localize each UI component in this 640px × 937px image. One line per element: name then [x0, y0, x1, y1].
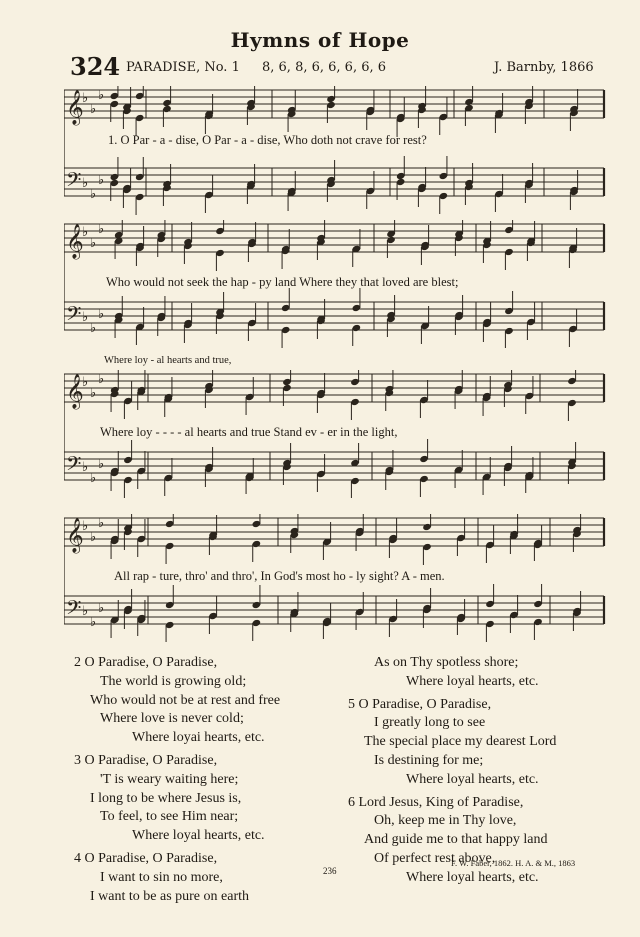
verse-line: Where loyal hearts, etc.: [406, 673, 539, 689]
verses-left: [74, 654, 280, 906]
flat-icon: ♭: [82, 604, 89, 619]
bass-clef-icon: 𝄢: [66, 452, 82, 480]
verse-5: [348, 696, 556, 790]
bass-clef-icon: 𝄢: [66, 168, 82, 196]
verse-line: Is destining for me;: [374, 752, 484, 768]
bass-clef-icon: 𝄢: [66, 596, 82, 624]
flat-icon: ♭: [98, 222, 105, 237]
attribution: F. W. Faber, 1862. H. A. & M., 1863: [451, 858, 576, 868]
flat-icon: ♭: [82, 310, 89, 325]
hymn-number: 324: [70, 52, 121, 81]
flat-icon: ♭: [98, 601, 105, 616]
flat-icon: ♭: [82, 91, 89, 106]
verse-line: I greatly long to see: [374, 715, 486, 731]
verse-4-cont: [348, 654, 556, 692]
meter: 8, 6, 8, 6, 6, 6, 6, 6: [262, 60, 387, 75]
lyric-subline: Where loy - al hearts and true,: [104, 355, 232, 366]
bass-clef-icon: 𝄢: [66, 302, 82, 330]
verse-line: 2 O Paradise, O Paradise,: [74, 655, 218, 670]
verse-line: Where loyal hearts, etc.: [406, 771, 539, 787]
verse-line: I want to be as pure on earth: [90, 888, 249, 904]
flat-icon: ♭: [98, 457, 105, 472]
flat-icon: ♭: [90, 102, 97, 117]
flat-icon: ♭: [98, 516, 105, 531]
treble-clef-icon: 𝄞: [66, 374, 84, 409]
verse-line: Of perfect rest above,: [374, 850, 496, 866]
page-title: Hymns of Hope: [230, 28, 410, 52]
verse-line: I want to sin no more,: [100, 869, 223, 885]
flat-icon: ♭: [90, 471, 97, 486]
flat-icon: ♭: [90, 321, 97, 336]
flat-icon: ♭: [90, 187, 97, 202]
flat-icon: ♭: [82, 519, 89, 534]
verse-line: And guide me to that happy land: [364, 832, 548, 848]
flat-icon: ♭: [98, 173, 105, 188]
lyric-line-3: Where loy - - - - al hearts and true Stand ev - er in the light,: [100, 425, 398, 439]
verse-line: Oh, keep me in Thy love,: [374, 813, 517, 829]
verse-line: Where love is never cold;: [100, 711, 244, 727]
verse-line: The special place my dearest Lord: [364, 734, 557, 750]
verse-line: The world is growing old;: [100, 673, 247, 689]
verse-line: Who would not be at rest and free: [90, 692, 281, 708]
verse-line: 'T is weary waiting here;: [100, 771, 239, 787]
verses-right: [348, 654, 556, 888]
flat-icon: ♭: [90, 615, 97, 630]
verse-6: [348, 794, 556, 888]
flat-icon: ♭: [90, 386, 97, 401]
verse-line: Where loyal hearts, etc.: [132, 828, 265, 844]
verse-line: As on Thy spotless shore;: [374, 655, 519, 670]
page-number: 236: [323, 866, 337, 876]
verse-4: [74, 850, 280, 906]
treble-clef-icon: 𝄞: [66, 224, 84, 259]
verse-line: 5 O Paradise, O Paradise,: [348, 696, 492, 712]
lyric-line-1: 1. O Par - a - dise, O Par - a - dise, Who doth not crave for rest?: [108, 133, 427, 147]
verse-2: [74, 654, 280, 748]
flat-icon: ♭: [82, 225, 89, 240]
verse-line: To feel, to see Him near;: [100, 809, 239, 825]
flat-icon: ♭: [98, 372, 105, 387]
flat-icon: ♭: [82, 460, 89, 475]
flat-icon: ♭: [82, 176, 89, 191]
verse-line: 4 O Paradise, O Paradise,: [74, 850, 218, 866]
flat-icon: ♭: [90, 530, 97, 545]
treble-clef-icon: 𝄞: [66, 518, 84, 553]
tune-name: PARADISE, No. 1: [126, 60, 240, 75]
verse-line: I long to be where Jesus is,: [90, 790, 242, 806]
verse-line: 3 O Paradise, O Paradise,: [74, 752, 218, 768]
flat-icon: ♭: [98, 307, 105, 322]
lyric-line-4: All rap - ture, thro' and thro', In God's most ho - ly sight? A - men.: [114, 569, 445, 583]
treble-clef-icon: 𝄞: [66, 90, 84, 125]
music-system-1: [64, 86, 608, 218]
verse-line: Where loyal hearts, etc.: [406, 869, 539, 885]
score-svg-1: [64, 86, 608, 218]
flat-icon: ♭: [82, 375, 89, 390]
verse-3: [74, 752, 280, 846]
lyric-line-2: Who would not seek the hap - py land Where they that loved are blest;: [106, 275, 459, 289]
flat-icon: ♭: [98, 88, 105, 103]
composer: J. Barnby, 1866: [494, 60, 594, 75]
verse-line: 6 Lord Jesus, King of Paradise,: [348, 794, 524, 810]
verse-line: Where loyai hearts, etc.: [132, 730, 265, 746]
flat-icon: ♭: [90, 236, 97, 251]
